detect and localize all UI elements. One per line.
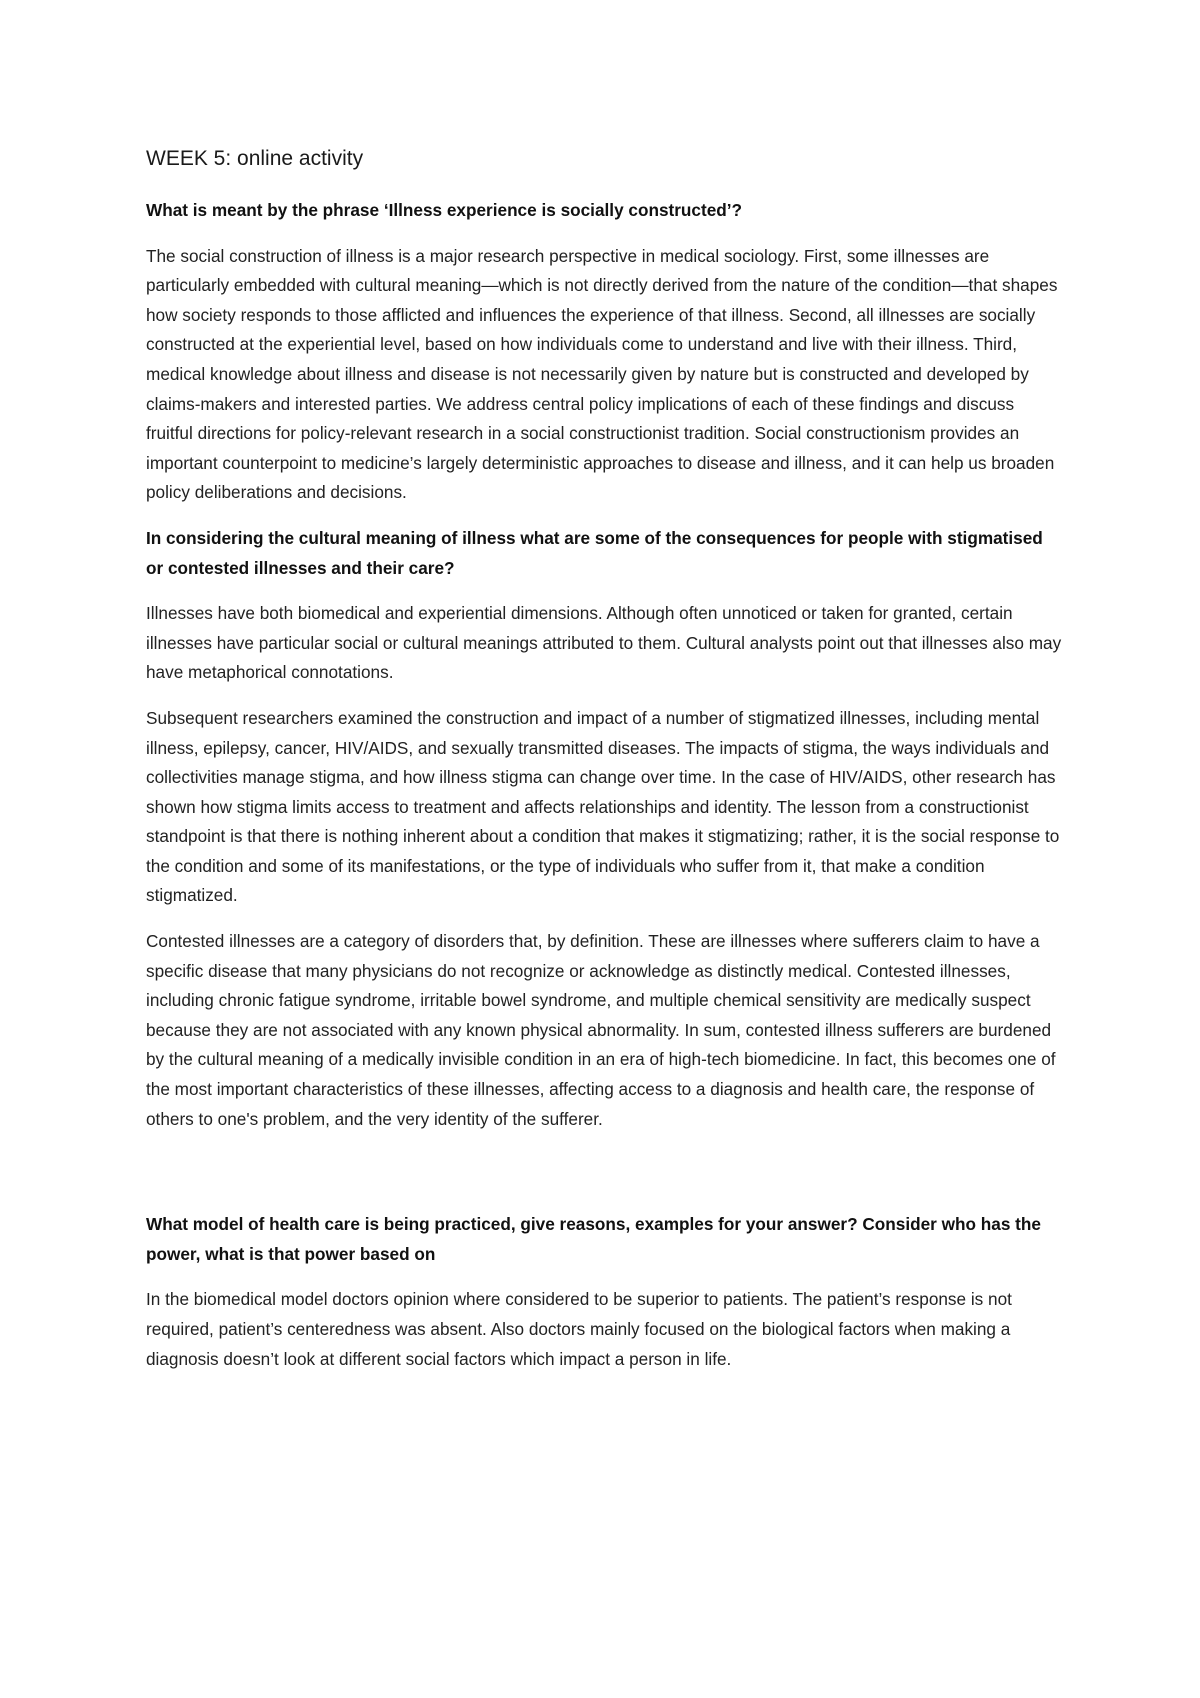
question-heading: What model of health care is being practiced, give reasons, examples for your answer? Consider who has the power, what is that power based on <box>146 1214 1041 1264</box>
answer-paragraph: Subsequent researchers examined the construction and impact of a number of stigmatized illnesses, including mental illness, epilepsy, cancer, HIV/AIDS, and sexually transmitted diseases. The impacts of stigma, the ways individuals and collectivities manage stigma, and how illness stigma can change over time. In the case of HIV/AIDS, other research has shown how stigma limits access to treatment and affects relationships and identity. The lesson from a constructionist standpoint is that there is nothing inherent about a condition that makes it stigmatizing; rather, it is the social response to the condition and some of its manifestations, or the type of individuals who suffer from it, that make a condition stigmatized. <box>146 707 1060 906</box>
section-cultural-meaning <box>146 524 1064 1134</box>
answer-paragraph: Contested illnesses are a category of disorders that, by definition. These are illnesses where sufferers claim to have a specific disease that many physicians do not recognize or acknowledge as distinctly medical. Contested illnesses, including chronic fatigue syndrome, irritable bowel syndrome, and multiple chemical sensitivity are medically suspect because they are not associated with any known physical abnormality. In sum, contested illness sufferers are burdened by the cultural meaning of a medically invisible condition in an era of high-tech biomedicine. In fact, this becomes one of the most important characteristics of these illnesses, affecting access to a diagnosis and health care, the response of others to one's problem, and the very identity of the sufferer. <box>146 931 1056 1129</box>
section-health-care-model <box>146 1210 1064 1374</box>
question-heading: What is meant by the phrase ‘Illness experience is socially constructed’? <box>146 200 743 220</box>
answer-paragraph: The social construction of illness is a major research perspective in medical sociology. First, some illnesses are particularly embedded with cultural meaning—which is not directly derived from the nature of the condition—that shapes how society responds to those afflicted and influences the experience of that illness. Second, all illnesses are socially constructed at the experiential level, based on how individuals come to understand and live with their illness. Third, medical knowledge about illness and disease is not necessarily given by nature but is constructed and developed by claims-makers and interested parties. We address central policy implications of each of these findings and discuss fruitful directions for policy-relevant research in a social constructionist tradition. Social constructionism provides an important counterpoint to medicine’s largely deterministic approaches to disease and illness, and it can help us broaden policy deliberations and decisions. <box>146 245 1058 503</box>
question-heading: In considering the cultural meaning of illness what are some of the consequences for people with stigmatised or contested illnesses and their care? <box>146 527 1043 578</box>
blank-spacer <box>146 1150 1064 1210</box>
document-body <box>146 144 1064 1390</box>
answer-paragraph: Illnesses have both biomedical and experiential dimensions. Although often unnoticed or taken for granted, certain illnesses have particular social or cultural meanings attributed to them. Cultural analysts point out that illnesses also may have metaphorical connotations. <box>146 603 1062 683</box>
answer-paragraph: In the biomedical model doctors opinion where considered to be superior to patients. The patient’s response is not required, patient’s centeredness was absent. Also doctors mainly focused on the biological factors when making a diagnosis doesn’t look at different social factors which impact a person in life. <box>146 1289 1012 1369</box>
document-title: WEEK 5: online activity <box>146 147 364 170</box>
section-social-construction <box>146 196 1064 508</box>
